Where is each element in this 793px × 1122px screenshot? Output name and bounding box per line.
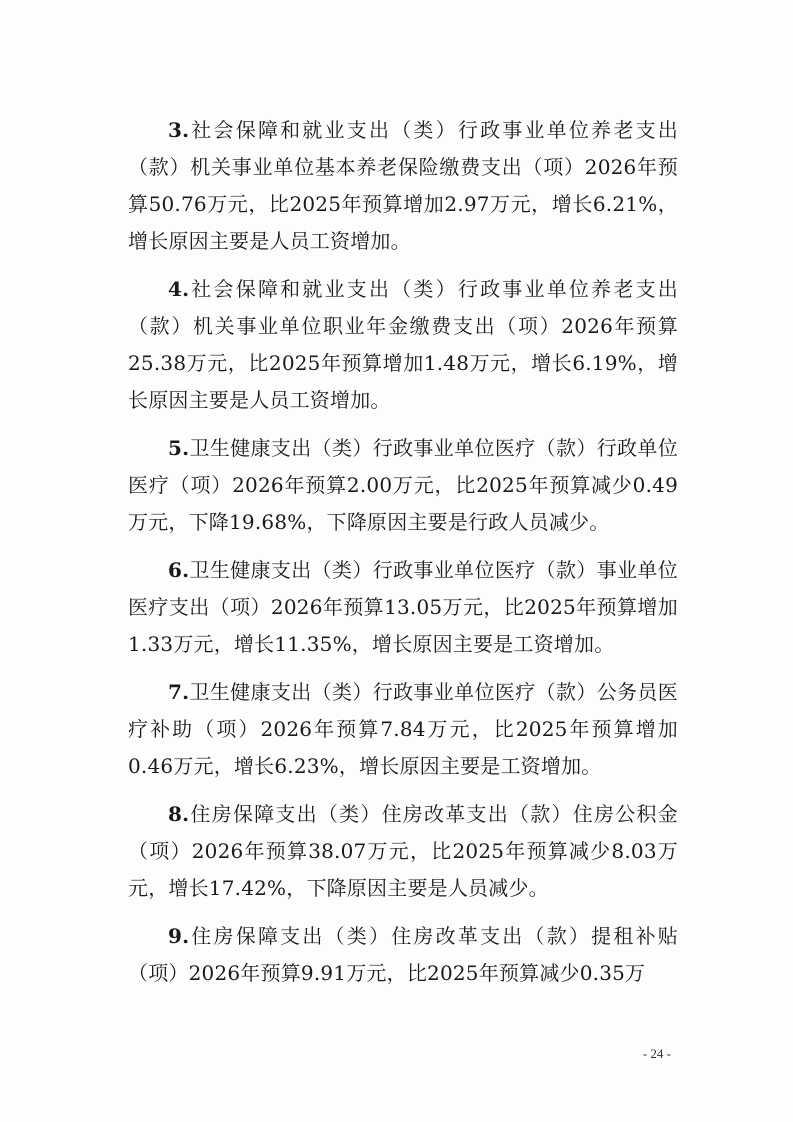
page-number: - 24 - [642,1046,671,1061]
paragraph-text: 社会保障和就业支出（类）行政事业单位养老支出（款）机关事业单位职业年金缴费支出（项）2026年预算25.38万元，比2025年预算增加1.48万元，增长6.19%，增长原因主要是人员工资增加。 [128,277,678,412]
paragraph-4 [128,271,678,419]
paragraph-6 [128,552,678,663]
paragraph-9 [128,918,678,992]
paragraph-text: 社会保障和就业支出（类）行政事业单位养老支出（款）机关事业单位基本养老保险缴费支出（项）2026年预算50.76万元，比2025年预算增加2.97万元，增长6.21%，增长原因主要是人员工资增加。 [128,118,678,253]
paragraph-5 [128,430,678,541]
paragraph-7 [128,674,678,785]
paragraph-number: 6. [168,558,190,582]
paragraph-text: 卫生健康支出（类）行政事业单位医疗（款）公务员医疗补助（项）2026年预算7.84万元，比2025年预算增加0.46万元，增长6.23%，增长原因主要是工资增加。 [128,680,678,778]
paragraph-text: 卫生健康支出（类）行政事业单位医疗（款）事业单位医疗支出（项）2026年预算13.05万元，比2025年预算增加1.33万元，增长11.35%，增长原因主要是工资增加。 [128,558,678,656]
paragraph-text: 卫生健康支出（类）行政事业单位医疗（款）行政单位医疗（项）2026年预算2.00万元，比2025年预算减少0.49万元，下降19.68%，下降原因主要是行政人员减少。 [128,436,678,534]
paragraph-3 [128,112,678,260]
paragraph-8 [128,796,678,907]
paragraph-number: 8. [168,802,190,826]
paragraph-number: 7. [168,680,190,704]
paragraph-text: 住房保障支出（类）住房改革支出（款）提租补贴（项）2026年预算9.91万元，比2025年预算减少0.35万 [128,924,678,985]
paragraph-number: 9. [168,924,190,948]
paragraph-text: 住房保障支出（类）住房改革支出（款）住房公积金（项）2026年预算38.07万元，比2025年预算减少8.03万元，增长17.42%，下降原因主要是人员减少。 [128,802,678,900]
paragraph-number: 4. [168,277,190,301]
paragraph-number: 5. [168,436,190,460]
body-text [128,112,678,1003]
paragraph-number: 3. [168,118,190,142]
